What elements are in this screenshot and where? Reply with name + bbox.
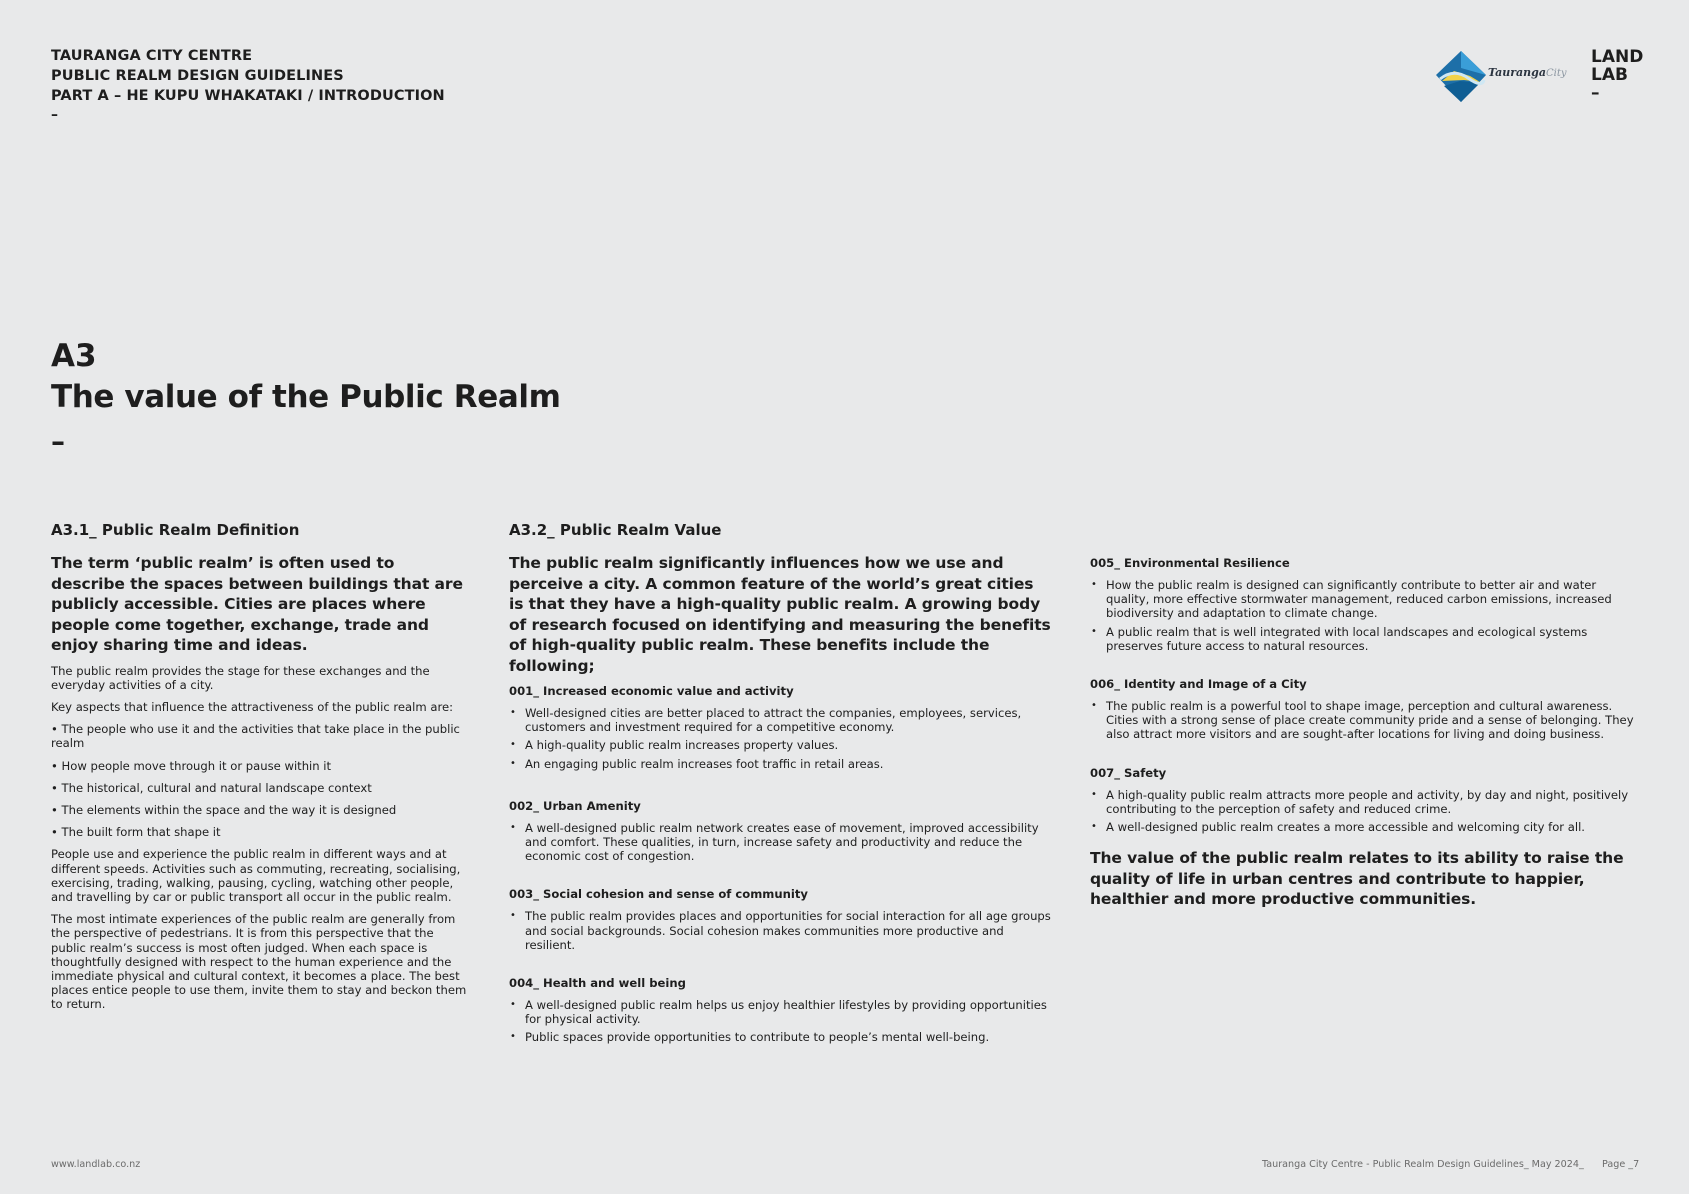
footer-page-number: Page _7 [1602,1159,1640,1170]
brand-line-1: LAND [1591,47,1644,67]
list-item: • A high-quality public realm attracts more people and activity, by day and night, positively contributing to the perception of safety and reduced crime. [1090,788,1640,816]
benefit-list [1090,788,1640,835]
column-value [509,521,1051,1069]
benefit-heading: 001_ Increased economic value and activity [509,684,794,698]
body-paragraph: People use and experience the public realm in different ways and at different speeds. Activities such as commuting, recreating, socialising, exercising, trading, walking, pausing, cycling, watching other people, and travelling by car or public transport all occur in the public realm. [51,847,461,904]
benefit-list [509,821,1051,864]
benefit-heading: 003_ Social cohesion and sense of community [509,887,808,902]
logo-wordmark: TaurangaCity [1488,66,1567,79]
column-benefits-continued [1090,556,1640,910]
list-item: • A well-designed public realm helps us enjoy healthier lifestyles by providing opportunities for physical activity. [509,998,1051,1026]
aspect-item: • The elements within the space and the way it is designed [51,802,397,817]
benefit-list [509,998,1051,1045]
list-item: • A well-designed public realm creates a more accessible and welcoming city for all. [1090,820,1640,834]
benefit-heading: 007_ Safety [1090,765,1167,780]
aspect-item: • The built form that shape it [51,825,221,840]
landlab-brand [1591,48,1643,102]
list-item: • The public realm is a powerful tool to shape image, perception and cultural awareness. Cities with a strong sense of place create community pride and a sense of belonging. They also attract more visitors and are sought-after locations for living and doing business. [1090,699,1640,742]
benefit-heading: 004_ Health and well being [509,976,686,991]
benefit-list [509,909,1051,952]
list-item: • A high-quality public realm increases property values. [509,738,1051,752]
header-line: TAURANGA CITY CENTRE [51,48,253,64]
aspect-item: • The historical, cultural and natural landscape context [51,780,372,795]
page-title: The value of the Public Realm [51,379,561,415]
benefit-heading: 006_ Identity and Image of a City [1090,677,1307,692]
document-header [51,46,445,124]
list-item: • A well-designed public realm network creates ease of movement, improved accessibility and comfort. These qualities, in turn, increase safety and productivity and reduce the economic cost of congestion. [509,821,1051,864]
footer-document-title: Tauranga City Centre - Public Realm Design Guidelines_ May 2024_ [1262,1159,1584,1170]
list-item: • Public spaces provide opportunities to contribute to people’s mental well-being. [509,1030,1051,1044]
aspect-item: • The people who use it and the activities that take place in the public realm [51,722,460,751]
brand-line-2: LAB [1591,65,1628,85]
benefit-list [509,706,1051,771]
benefit-list [1090,699,1640,742]
list-item: • An engaging public realm increases foot traffic in retail areas. [509,757,1051,771]
benefit-list [1090,578,1640,653]
body-paragraph: Key aspects that influence the attractiveness of the public realm are: [51,699,454,714]
footer-website: www.landlab.co.nz [51,1159,141,1170]
benefit-heading: 002_ Urban Amenity [509,798,641,813]
column-heading: A3.1_ Public Realm Definition [51,521,300,539]
header-line: PUBLIC REALM DESIGN GUIDELINES [51,68,344,84]
body-paragraph: The public realm provides the stage for these exchanges and the everyday activities of a city. [51,663,430,692]
lead-paragraph: The term ‘public realm’ is often used to describe the spaces between buildings that are publicly accessible. Cities are places where people come together, exchange, trade and enjoy sharing time and ideas. [51,554,463,654]
list-item: • A public realm that is well integrated with local landscapes and ecological systems preserves future access to natural resources. [1090,625,1640,653]
header-dash: – [51,107,58,123]
section-dash: – [51,425,65,458]
list-item: • Well-designed cities are better placed to attract the companies, employees, services, customers and investment required for a competitive economy. [509,706,1051,734]
brand-dash: – [1591,83,1600,103]
header-line: PART A – HE KUPU WHAKATAKI / INTRODUCTION [51,88,445,104]
column-heading: A3.2_ Public Realm Value [509,521,722,539]
aspect-item: • How people move through it or pause within it [51,758,332,773]
column-definition [51,521,471,1020]
section-code: A3 [51,338,97,374]
list-item: • How the public realm is designed can significantly contribute to better air and water quality, more effective stormwater management, reduced carbon emissions, increased biodiversity and adaptation to climate change. [1090,578,1640,621]
benefit-heading: 005_ Environmental Resilience [1090,556,1290,570]
body-paragraph: The most intimate experiences of the public realm are generally from the perspective of pedestrians. It is from this perspective that the public realm’s success is most often judged. When each space is thoughtfully designed with respect to the human experience and the immediate physical and cultural context, it becomes a place. The best places entice people to use them, invite them to stay and beckon them to return. [51,912,467,1012]
lead-paragraph: The public realm significantly influences how we use and perceive a city. A common feature of the world’s great cities is that they have a high-quality public realm. A growing body of research focused on identifying and measuring the benefits of high-quality public realm. These benefits include the following; [509,554,1051,675]
list-item: • The public realm provides places and opportunities for social interaction for all age groups and social backgrounds. Social cohesion makes communities more productive and resilient. [509,909,1051,952]
closing-statement: The value of the public realm relates to its ability to raise the quality of life in urban centres and contribute to happier, healthier and more productive communities. [1090,849,1624,909]
